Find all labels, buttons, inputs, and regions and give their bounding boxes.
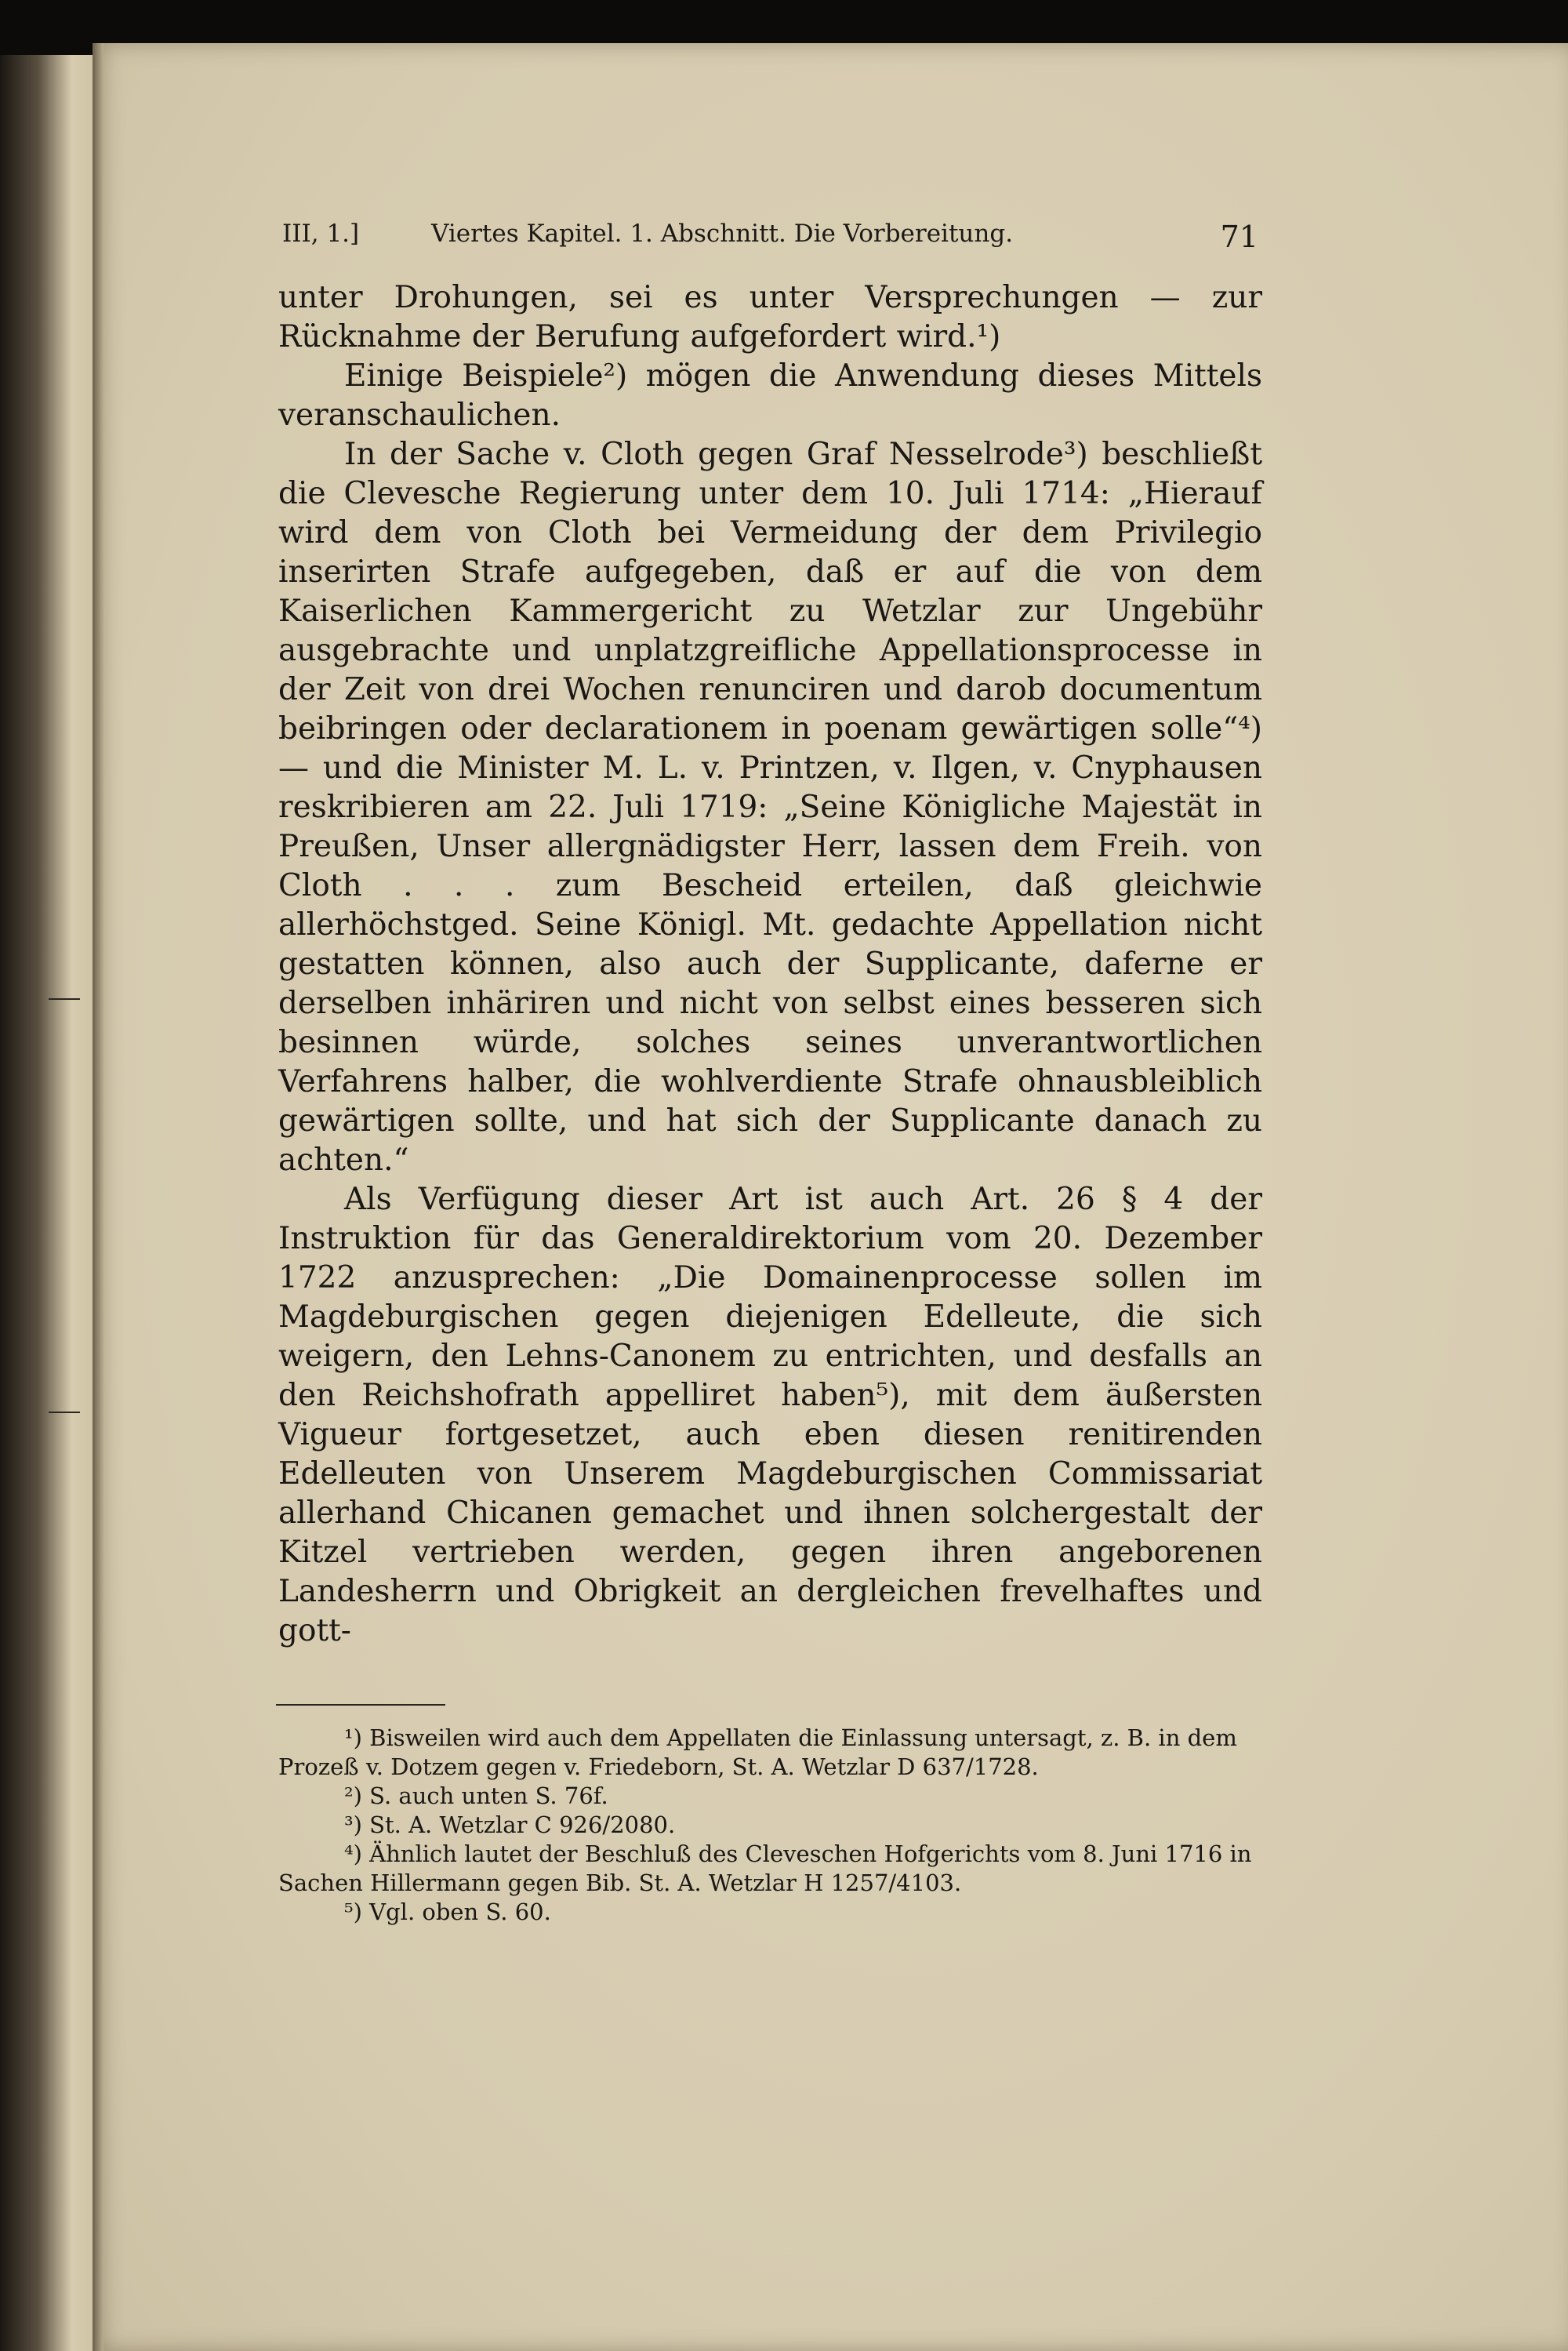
paragraph: In der Sache v. Cloth gegen Graf Nesselrode³) beschließt die Clevesche Regierung unter dem 10. Juli 1714: „Hierauf wird dem von Cloth bei Vermeidung der dem Privilegio inserirten Strafe aufgegeben, daß er auf die von dem Kaiserlichen Kammergericht zu Wetzlar zur Ungebühr ausgebrachte und unplatzgreifliche Appellationsprocesse in der Zeit von drei Wochen renunciren und darob documentum beibringen oder declarationem in poenam gewärtigen solle“⁴) — und die Minister M. L. v. Printzen, v. Ilgen, v. Cnyphausen reskribieren am 22. Juli 1719: „Seine Königliche Majestät in Preußen, Unser allergnädigster Herr, lassen dem Freih. von Cloth . . . zum Bescheid erteilen, daß gleichwie allerhöchstged. Seine Königl. Mt. gedachte Appellation nicht gestatten können, also auch der Supplicante, daferne er derselben inhäriren und nicht von selbst eines besseren sich besinnen würde, solches seines unverantwortlichen Verfahrens halber, die wohlverdiente Strafe ohnausbleiblich gewärtigen sollte, und hat sich der Supplicante danach zu achten.“: [278, 437, 1262, 1178]
paragraph-continued: unter Drohungen, sei es unter Versprechungen — zur Rücknahme der Berufung aufgefordert wird.¹): [278, 280, 1262, 354]
paragraph: Einige Beispiele²) mögen die Anwendung dieses Mittels veranschaulichen.: [278, 358, 1262, 433]
page-number: 71: [1220, 220, 1258, 254]
section-reference: III, 1.]: [282, 220, 360, 248]
footnote: ⁵) Vgl. oben S. 60.: [344, 1899, 551, 1925]
footnote: ³) St. A. Wetzlar C 926/2080.: [344, 1811, 676, 1838]
chapter-title: Viertes Kapitel. 1. Abschnitt. Die Vorbereitung.: [431, 220, 1014, 248]
body-text: [278, 278, 1262, 1651]
paragraph: Als Verfügung dieser Art ist auch Art. 26 § 4 der Instruktion für das Generaldirektorium vom 20. Dezember 1722 anzusprechen: „Die Domainenprocesse sollen im Magdeburgischen gegen diejenigen Edelleute, die sich weigern, den Lehns-Canonem zu entrichten, und desfalls an den Reichshofrath appelliret haben⁵), mit dem äußersten Vigueur fortgesetzet, auch eben diesen renitirenden Edelleuten von Unserem Magdeburgischen Commissariat allerhand Chicanen gemachet und ihnen solchergestalt der Kitzel vertrieben werden, gegen ihren angeborenen Landesherrn und Obrigkeit an dergleichen frevelhaftes und gott-: [278, 1182, 1262, 1648]
running-head: [282, 220, 1258, 259]
footnote: ²) S. auch unten S. 76f.: [344, 1782, 608, 1809]
footnotes: [278, 1724, 1266, 1927]
footnote: ¹) Bisweilen wird auch dem Appellaten die Einlassung untersagt, z. B. in dem Prozeß v. Dotzem gegen v. Friedeborn, St. A. Wetzlar D 637/1728.: [278, 1724, 1237, 1780]
margin-mark: [49, 998, 80, 1000]
previous-page-edge: [0, 55, 96, 2351]
margin-mark: [49, 1412, 80, 1413]
footnote-divider: [276, 1704, 445, 1706]
footnote: ⁴) Ähnlich lautet der Beschluß des Cleveschen Hofgerichts vom 8. Juni 1716 in Sachen Hillermann gegen Bib. St. A. Wetzlar H 1257/4103.: [278, 1840, 1252, 1896]
page-gutter-shadow: [93, 43, 103, 2351]
